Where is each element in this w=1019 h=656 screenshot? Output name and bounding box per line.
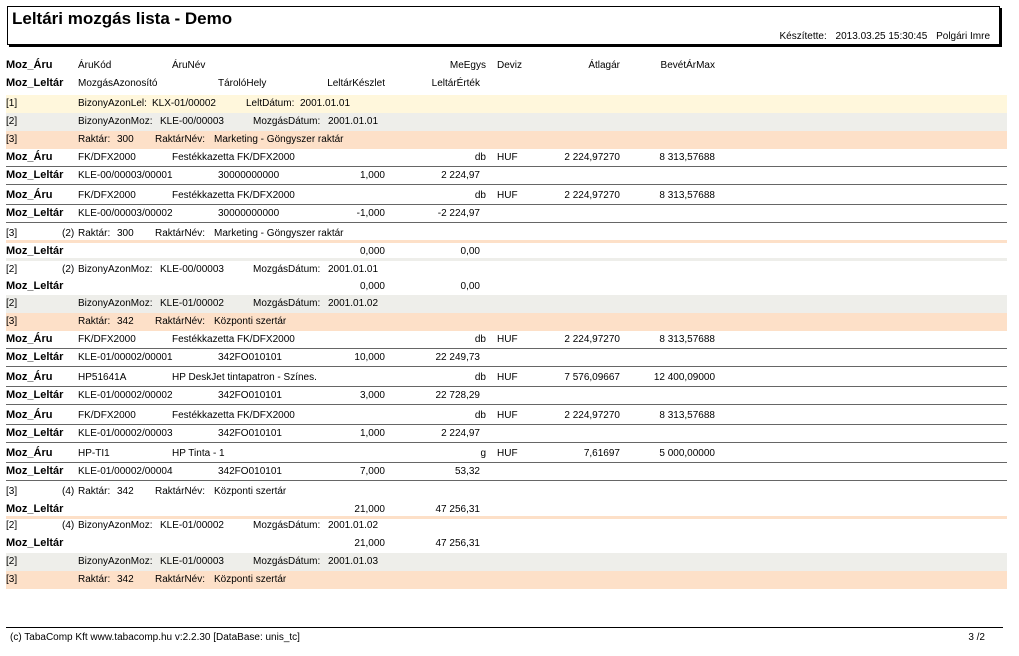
column-header-row xyxy=(6,75,1007,93)
table-cell: db xyxy=(474,410,486,421)
table-cell: LeltDátum: xyxy=(246,98,295,109)
table-cell: 7,000 xyxy=(359,466,385,477)
table-cell: 342FO010101 xyxy=(218,352,282,363)
table-cell: KLE-00/00003/00002 xyxy=(78,208,173,219)
report-title: Leltári mozgás lista - Demo xyxy=(12,9,233,28)
table-cell: Raktár: xyxy=(78,228,111,239)
table-cell: -1,000 xyxy=(356,208,385,219)
table-cell: Marketing - Göngyszer raktár xyxy=(214,134,344,145)
table-cell: Központi szertár xyxy=(214,574,287,585)
created-label: Készítette: xyxy=(779,31,827,42)
table-cell: FK/DFX2000 xyxy=(78,334,136,345)
table-cell: Moz_Leltár xyxy=(6,465,64,477)
table-cell: 8 313,57688 xyxy=(659,152,715,163)
table-cell: 300 xyxy=(117,134,134,145)
footer-copyright: (c) TabaComp Kft www.tabacomp.hu v:2.2.30 [DataBase: unis_tc] xyxy=(10,632,300,643)
table-cell: RaktárNév: xyxy=(155,486,206,497)
table-cell: RaktárNév: xyxy=(155,574,206,585)
table-cell: 53,32 xyxy=(454,466,480,477)
table-cell: 5 000,00000 xyxy=(659,448,715,459)
table-cell: (4) xyxy=(62,520,75,531)
table-cell: Marketing - Göngyszer raktár xyxy=(214,228,344,239)
table-cell: KLE-00/00003/00001 xyxy=(78,170,173,181)
table-cell: HUF xyxy=(497,190,518,201)
table-cell: -2 224,97 xyxy=(437,208,480,219)
table-cell: Moz_Áru xyxy=(6,151,53,163)
column-header: BevétÁrMax xyxy=(660,60,715,71)
table-row xyxy=(6,167,1007,185)
column-header: LeltárKészlet xyxy=(327,78,385,89)
table-cell: Moz_Áru xyxy=(6,333,53,345)
table-row xyxy=(6,261,1007,279)
table-cell: 21,000 xyxy=(354,504,385,515)
table-row xyxy=(6,313,1007,331)
table-cell: KLE-01/00002 xyxy=(160,520,224,531)
table-cell: Moz_Áru xyxy=(6,447,53,459)
table-cell: MozgásDátum: xyxy=(253,298,321,309)
table-cell: KLE-00/00003 xyxy=(160,116,224,127)
table-cell: Moz_Leltár xyxy=(6,389,64,401)
table-cell: HP51641A xyxy=(78,372,127,383)
table-row xyxy=(6,113,1007,131)
author: Polgári Imre xyxy=(936,31,990,42)
table-cell: Raktár: xyxy=(78,134,111,145)
table-cell: 0,000 xyxy=(359,246,385,257)
table-cell: (2) xyxy=(62,264,75,275)
table-row xyxy=(6,571,1007,589)
table-cell: RaktárNév: xyxy=(155,134,206,145)
table-cell: 342FO010101 xyxy=(218,466,282,477)
table-cell: BizonyAzonMoz: xyxy=(78,556,153,567)
table-cell: g xyxy=(480,448,486,459)
table-cell: BizonyAzonMoz: xyxy=(78,298,153,309)
table-cell: [2] xyxy=(6,116,18,127)
table-cell: FK/DFX2000 xyxy=(78,190,136,201)
table-cell: Moz_Leltár xyxy=(6,351,64,363)
table-cell: MozgásDátum: xyxy=(253,520,321,531)
table-cell: 2 224,97 xyxy=(441,428,480,439)
column-header: ÁruNév xyxy=(172,60,206,71)
table-cell: 342FO010101 xyxy=(218,390,282,401)
table-cell: HUF xyxy=(497,152,518,163)
table-cell: 0,00 xyxy=(460,281,480,292)
table-cell: KLE-01/00002/00002 xyxy=(78,390,173,401)
table-cell: [2] xyxy=(6,556,18,567)
table-row xyxy=(6,553,1007,571)
table-cell: Festékkazetta FK/DFX2000 xyxy=(172,334,295,345)
column-header: Átlagár xyxy=(588,60,620,71)
table-row xyxy=(6,463,1007,481)
table-row xyxy=(6,483,1007,501)
column-header: Moz_Áru xyxy=(6,59,53,71)
table-cell: HUF xyxy=(497,334,518,345)
table-cell: 22 728,29 xyxy=(435,390,480,401)
table-cell: FK/DFX2000 xyxy=(78,410,136,421)
table-cell: Moz_Áru xyxy=(6,409,53,421)
table-cell: 10,000 xyxy=(354,352,385,363)
table-cell: KLX-01/00002 xyxy=(152,98,216,109)
table-cell: RaktárNév: xyxy=(155,316,206,327)
column-header-row xyxy=(6,57,1007,75)
table-cell: [2] xyxy=(6,298,18,309)
table-row xyxy=(6,407,1007,425)
table-cell: Moz_Leltár xyxy=(6,503,64,515)
table-cell: 47 256,31 xyxy=(435,538,480,549)
table-cell: KLE-01/00002 xyxy=(160,298,224,309)
table-cell: Moz_Leltár xyxy=(6,537,64,549)
table-row xyxy=(6,278,1007,296)
table-cell: [3] xyxy=(6,134,18,145)
column-header: MozgásAzonosító xyxy=(78,78,158,89)
table-row xyxy=(6,535,1007,553)
table-row xyxy=(6,205,1007,223)
table-cell: 2001.01.01 xyxy=(328,264,379,275)
table-cell: 3,000 xyxy=(359,390,385,401)
table-cell: 2001.01.03 xyxy=(328,556,379,567)
table-cell: [3] xyxy=(6,228,18,239)
table-cell: HUF xyxy=(497,448,518,459)
column-header: MeEgys xyxy=(449,60,486,71)
table-cell: MozgásDátum: xyxy=(253,556,321,567)
table-cell: 1,000 xyxy=(359,170,385,181)
column-header: ÁruKód xyxy=(78,60,112,71)
table-cell: 2 224,97270 xyxy=(564,334,620,345)
table-row xyxy=(6,445,1007,463)
table-cell: MozgásDátum: xyxy=(253,264,321,275)
table-cell: 2001.01.01 xyxy=(328,116,379,127)
table-cell: 342 xyxy=(117,316,134,327)
table-cell: Moz_Leltár xyxy=(6,169,64,181)
table-cell: 30000000000 xyxy=(218,170,280,181)
table-cell: 8 313,57688 xyxy=(659,334,715,345)
table-cell: [2] xyxy=(6,520,18,531)
column-header: Deviz xyxy=(497,60,523,71)
table-row xyxy=(6,131,1007,149)
table-cell: Festékkazetta FK/DFX2000 xyxy=(172,410,295,421)
column-header: LeltárÉrték xyxy=(431,78,480,89)
table-cell: Központi szertár xyxy=(214,316,287,327)
table-cell: Raktár: xyxy=(78,486,111,497)
table-cell: (4) xyxy=(62,486,75,497)
table-cell: 0,00 xyxy=(460,246,480,257)
table-row xyxy=(6,369,1007,387)
table-cell: Festékkazetta FK/DFX2000 xyxy=(172,152,295,163)
table-cell: HP-TI1 xyxy=(78,448,110,459)
table-cell: Moz_Leltár xyxy=(6,245,64,257)
table-row xyxy=(6,187,1007,205)
table-cell: Raktár: xyxy=(78,574,111,585)
table-cell: 22 249,73 xyxy=(435,352,480,363)
table-cell: 342 xyxy=(117,574,134,585)
table-cell: KLE-01/00002/00003 xyxy=(78,428,173,439)
table-cell: 300 xyxy=(117,228,134,239)
table-row xyxy=(6,95,1007,113)
table-cell: 7 576,09667 xyxy=(564,372,620,383)
table-cell: db xyxy=(474,372,486,383)
table-row xyxy=(6,331,1007,349)
table-cell: HUF xyxy=(497,372,518,383)
table-cell: FK/DFX2000 xyxy=(78,152,136,163)
column-header: Moz_Leltár xyxy=(6,77,64,89)
table-cell: (2) xyxy=(62,228,75,239)
table-cell: 2001.01.01 xyxy=(300,98,351,109)
table-cell: Festékkazetta FK/DFX2000 xyxy=(172,190,295,201)
table-row xyxy=(6,425,1007,443)
table-cell: HP Tinta - 1 xyxy=(172,448,225,459)
table-cell: 21,000 xyxy=(354,538,385,549)
table-row xyxy=(6,225,1007,243)
table-cell: 2001.01.02 xyxy=(328,520,379,531)
table-cell: 30000000000 xyxy=(218,208,280,219)
table-cell: KLE-00/00003 xyxy=(160,264,224,275)
column-header: TárolóHely xyxy=(218,78,267,89)
table-cell: KLE-01/00002/00004 xyxy=(78,466,173,477)
table-cell: RaktárNév: xyxy=(155,228,206,239)
table-cell: 2 224,97270 xyxy=(564,410,620,421)
table-cell: HUF xyxy=(497,410,518,421)
table-cell: 8 313,57688 xyxy=(659,410,715,421)
table-cell: 8 313,57688 xyxy=(659,190,715,201)
table-row xyxy=(6,243,1007,261)
table-cell: 1,000 xyxy=(359,428,385,439)
table-cell: Központi szertár xyxy=(214,486,287,497)
table-cell: 342FO010101 xyxy=(218,428,282,439)
table-cell: Moz_Áru xyxy=(6,189,53,201)
table-cell: MozgásDátum: xyxy=(253,116,321,127)
table-cell: 342 xyxy=(117,486,134,497)
table-row xyxy=(6,517,1007,535)
table-cell: KLE-01/00002/00001 xyxy=(78,352,173,363)
table-cell: BizonyAzonMoz: xyxy=(78,264,153,275)
table-cell: BizonyAzonMoz: xyxy=(78,520,153,531)
table-cell: HP DeskJet tintapatron - Színes. xyxy=(172,372,317,383)
table-cell: db xyxy=(474,152,486,163)
table-cell: BizonyAzonLel: xyxy=(78,98,147,109)
created-at: 2013.03.25 15:30:45 xyxy=(835,31,928,42)
table-cell: Moz_Leltár xyxy=(6,207,64,219)
table-cell: [3] xyxy=(6,486,18,497)
table-row xyxy=(6,295,1007,313)
table-cell: 2001.01.02 xyxy=(328,298,379,309)
page-number: 3 /2 xyxy=(968,632,985,643)
table-cell: 7,61697 xyxy=(583,448,620,459)
table-cell: Moz_Leltár xyxy=(6,427,64,439)
table-cell: [1] xyxy=(6,98,18,109)
table-cell: 2 224,97 xyxy=(441,170,480,181)
table-cell: 12 400,09000 xyxy=(653,372,715,383)
table-cell: Moz_Áru xyxy=(6,371,53,383)
table-cell: [3] xyxy=(6,574,18,585)
table-row xyxy=(6,387,1007,405)
table-row xyxy=(6,349,1007,367)
table-cell: 2 224,97270 xyxy=(564,152,620,163)
table-cell: Raktár: xyxy=(78,316,111,327)
table-cell: BizonyAzonMoz: xyxy=(78,116,153,127)
table-cell: Moz_Leltár xyxy=(6,280,64,292)
table-cell: KLE-01/00003 xyxy=(160,556,224,567)
table-cell: 47 256,31 xyxy=(435,504,480,515)
footer-divider xyxy=(6,627,1003,628)
table-cell: db xyxy=(474,334,486,345)
table-cell: [2] xyxy=(6,264,18,275)
table-cell: 2 224,97270 xyxy=(564,190,620,201)
table-cell: 0,000 xyxy=(359,281,385,292)
table-row xyxy=(6,149,1007,167)
table-cell: db xyxy=(474,190,486,201)
table-cell: [3] xyxy=(6,316,18,327)
